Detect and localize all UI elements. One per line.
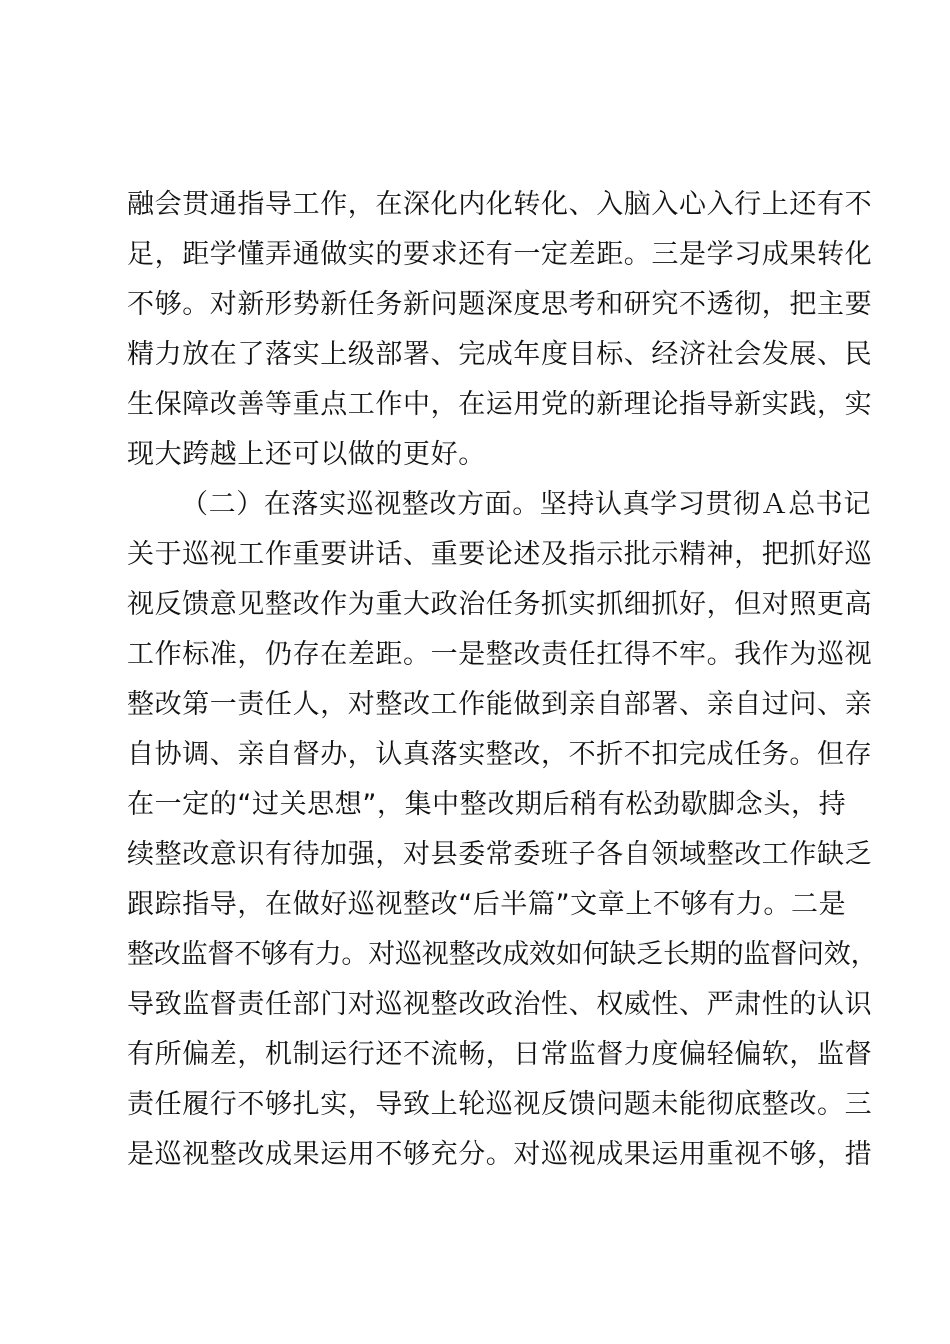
text-line: 整改监督不够有力。对巡视整改成效如何缺乏长期的监督问效， (127, 939, 878, 970)
text-line: 工作标准，仍存在差距。一是整改责任扛得不牢。我作为巡视 (127, 639, 873, 670)
text-line: 现大跨越上还可以做的更好。 (127, 439, 486, 470)
text-line: 精力放在了落实上级部署、完成年度目标、经济社会发展、民 (127, 339, 873, 370)
text-line: 责任履行不够扎实，导致上轮巡视反馈问题未能彻底整改。三 (127, 1089, 873, 1120)
text-line: 足，距学懂弄通做实的要求还有一定差距。三是学习成果转化 (127, 239, 873, 270)
text-line: 是巡视整改成果运用不够充分。对巡视成果运用重视不够，措 (127, 1139, 873, 1170)
text-line: 不够。对新形势新任务新问题深度思考和研究不透彻，把主要 (127, 289, 873, 320)
text-line: 导致监督责任部门对巡视整改政治性、权威性、严肃性的认识 (127, 989, 873, 1020)
text-line: 整改第一责任人，对整改工作能做到亲自部署、亲自过问、亲 (127, 689, 873, 720)
text-line: 在一定的“过关思想”，集中整改期后稍有松劲歇脚念头，持 (127, 789, 847, 820)
text-line: 融会贯通指导工作，在深化内化转化、入脑入心入行上还有不 (127, 189, 873, 220)
text-line: 自协调、亲自督办，认真落实整改，不折不扣完成任务。但存 (127, 739, 873, 770)
text-line: 有所偏差，机制运行还不流畅，日常监督力度偏轻偏软，监督 (127, 1039, 873, 1070)
document-body (127, 180, 878, 1180)
text-line: 关于巡视工作重要讲话、重要论述及指示批示精神，把抓好巡 (127, 539, 873, 570)
section-heading-line: （二）在落实巡视整改方面。坚持认真学习贯彻Ａ总书记 (181, 489, 871, 520)
text-line: 视反馈意见整改作为重大政治任务抓实抓细抓好，但对照更高 (127, 589, 873, 620)
text-line: 跟踪指导，在做好巡视整改“后半篇”文章上不够有力。二是 (127, 889, 847, 920)
text-line: 生保障改善等重点工作中，在运用党的新理论指导新实践，实 (127, 389, 873, 420)
text-line: 续整改意识有待加强，对县委常委班子各自领域整改工作缺乏 (127, 839, 873, 870)
